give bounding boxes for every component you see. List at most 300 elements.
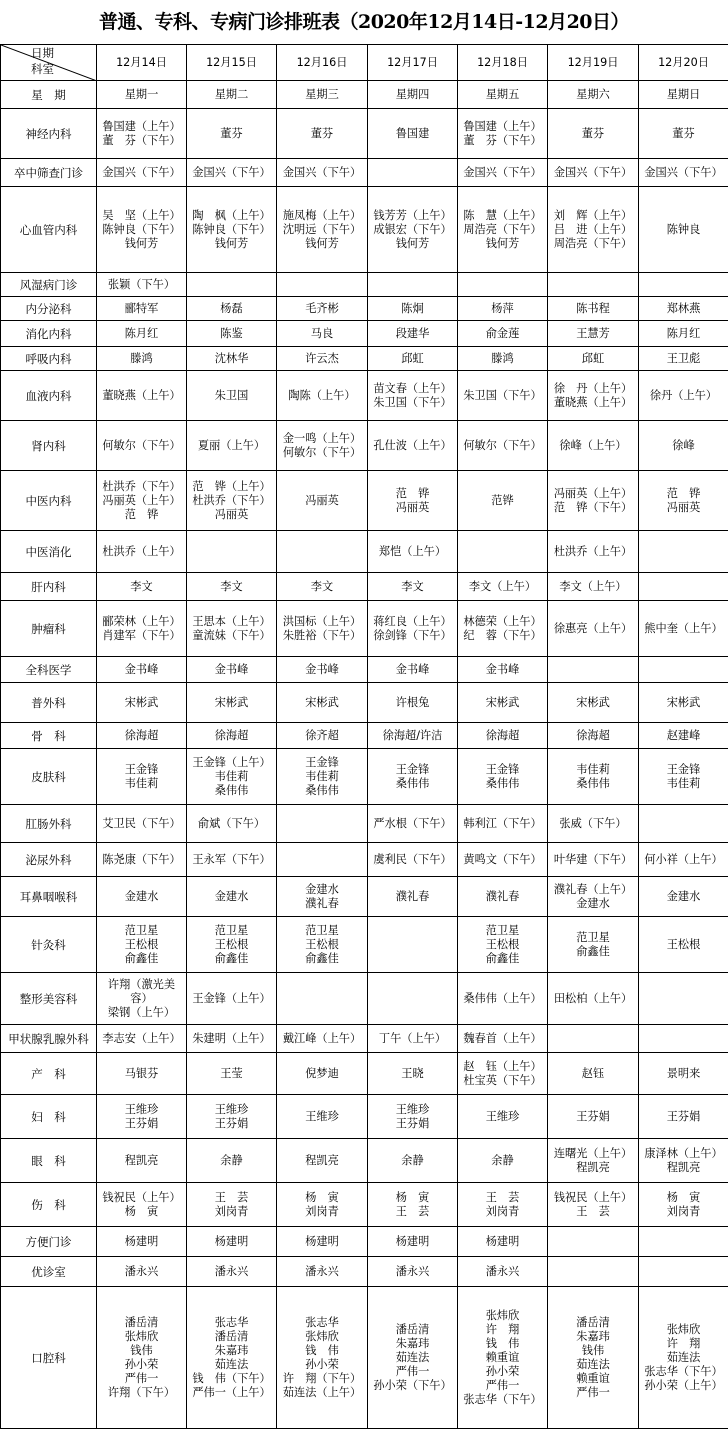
doctor-entry: 杨 寅: [666, 1190, 701, 1204]
doctor-entry: 田松柏（上午）: [553, 991, 633, 1005]
doctor-entry: 董晓燕（上午）: [102, 388, 181, 402]
schedule-cell: [187, 1287, 277, 1429]
doctor-entry: 王芬娟: [124, 1116, 159, 1130]
schedule-row: [1, 1095, 728, 1139]
doctor-entry: 程凯亮: [666, 1160, 701, 1174]
schedule-cell: [548, 573, 639, 601]
schedule-cell: [368, 657, 458, 683]
schedule-cell: [368, 1025, 458, 1053]
doctor-entry: 韦佳莉: [124, 776, 159, 790]
doctor-entry: 严伟一: [124, 1371, 159, 1385]
doctor-entry: 李文（上午）: [468, 579, 537, 593]
doctor-entry: 杜洪乔（上午）: [553, 544, 633, 558]
doctor-entry: 范 铧: [666, 486, 701, 500]
schedule-cell: [458, 273, 548, 297]
schedule-cell: [187, 1139, 277, 1183]
doctor-entry: 李文（上午）: [559, 579, 627, 593]
doctor-entry: 潘岳清: [395, 1322, 430, 1336]
schedule-cell: [97, 347, 187, 371]
schedule-cell: [97, 973, 187, 1025]
doctor-entry: 杨 寅: [124, 1204, 159, 1218]
doctor-entry: 陈 慧（上午）: [463, 208, 542, 222]
doctor-entry: 冯丽英: [214, 507, 249, 521]
schedule-cell: [639, 843, 728, 877]
doctor-entry: 程凯亮: [305, 1153, 339, 1167]
department-name: 肾内科: [1, 421, 97, 471]
schedule-cell: [458, 321, 548, 347]
doctor-entry: 范 铧（上午）: [192, 479, 271, 493]
doctor-entry: 魏春首（上午）: [463, 1031, 542, 1045]
doctor-entry: 宋彬武: [485, 695, 520, 709]
doctor-entry: 董晓燕（上午）: [553, 395, 633, 409]
schedule-cell: [458, 1053, 548, 1095]
schedule-row: [1, 877, 728, 917]
schedule-cell: [639, 471, 728, 531]
doctor-entry: 李文: [130, 579, 153, 593]
doctor-entry: 邱虹: [581, 351, 605, 365]
schedule-cell: [368, 843, 458, 877]
doctor-entry: 郑恺（上午）: [378, 544, 447, 558]
schedule-cell: [548, 749, 639, 805]
doctor-entry: 茹连法: [395, 1350, 430, 1364]
schedule-body: [1, 45, 728, 1429]
schedule-cell: [97, 573, 187, 601]
doctor-entry: 宋彬武: [214, 695, 249, 709]
schedule-cell: [277, 805, 368, 843]
doctor-entry: 吕 进（上午）: [553, 222, 633, 236]
doctor-entry: 周浩亮（下午）: [463, 222, 542, 236]
department-name: 整形美容科: [1, 973, 97, 1025]
doctor-entry: 俞鑫佳: [576, 944, 610, 958]
doctor-entry: 戴江峰（上午）: [282, 1031, 362, 1045]
schedule-cell: [97, 1257, 187, 1287]
schedule-cell: [187, 1025, 277, 1053]
schedule-cell: [458, 1183, 548, 1227]
schedule-row: [1, 531, 728, 573]
schedule-cell: [639, 1053, 728, 1095]
department-name: 卒中筛查门诊: [1, 159, 97, 187]
schedule-row: [1, 1025, 728, 1053]
schedule-row: [1, 1227, 728, 1257]
doctor-entry: 蒋红良（上午）: [373, 614, 452, 628]
department-name: 眼 科: [1, 1139, 97, 1183]
doctor-entry: 俞鑫佳: [214, 951, 249, 965]
doctor-entry: 刘岗青: [485, 1204, 520, 1218]
doctor-entry: 王芬娟: [395, 1116, 430, 1130]
doctor-entry: 容）: [130, 991, 153, 1005]
schedule-cell: [97, 1183, 187, 1227]
schedule-row: [1, 1257, 728, 1287]
doctor-entry: 许 翔: [666, 1336, 701, 1350]
corner-cell: [1, 45, 97, 81]
date-header: 12月18日: [458, 45, 548, 81]
doctor-entry: 王松根: [485, 937, 520, 951]
schedule-table: [0, 44, 728, 1429]
department-name: 肝内科: [1, 573, 97, 601]
schedule-row: [1, 1287, 728, 1429]
doctor-entry: 苗文春（上午）: [373, 381, 452, 395]
doctor-entry: 孙小荣: [124, 1357, 159, 1371]
schedule-cell: [458, 109, 548, 159]
doctor-entry: 王维珍: [214, 1102, 249, 1116]
doctor-entry: 张炜欣: [124, 1329, 159, 1343]
schedule-cell: [368, 273, 458, 297]
doctor-entry: 丁午（上午）: [378, 1031, 447, 1045]
doctor-entry: 王金锋（上午）: [192, 755, 271, 769]
doctor-entry: 王金锋: [485, 762, 520, 776]
schedule-cell: [277, 1257, 368, 1287]
schedule-cell: [368, 159, 458, 187]
schedule-cell: [187, 1053, 277, 1095]
schedule-cell: [277, 531, 368, 573]
schedule-cell: [639, 531, 728, 573]
doctor-entry: 潘岳清: [214, 1329, 249, 1343]
doctor-entry: 李文: [401, 579, 424, 593]
schedule-cell: [187, 421, 277, 471]
doctor-entry: 金书峰: [395, 662, 430, 676]
schedule-cell: [639, 573, 728, 601]
schedule-cell: [368, 297, 458, 321]
doctor-entry: 茹连法: [576, 1357, 610, 1371]
department-name: 内分泌科: [1, 297, 97, 321]
doctor-entry: 余静: [401, 1153, 424, 1167]
doctor-entry: 鲁国建（上午）: [102, 119, 181, 133]
schedule-cell: [639, 1139, 728, 1183]
doctor-entry: 朱卫国（下午）: [373, 395, 452, 409]
department-name: 口腔科: [1, 1287, 97, 1429]
doctor-entry: 王金锋: [666, 762, 701, 776]
doctor-entry: 王慧芳: [576, 326, 610, 340]
schedule-row: [1, 1139, 728, 1183]
schedule-cell: [277, 573, 368, 601]
doctor-entry: 余静: [220, 1153, 243, 1167]
schedule-cell: [458, 421, 548, 471]
date-header: 12月15日: [187, 45, 277, 81]
schedule-cell: [187, 347, 277, 371]
schedule-row: [1, 657, 728, 683]
doctor-entry: 徐峰（上午）: [559, 438, 627, 452]
schedule-cell: [187, 531, 277, 573]
doctor-entry: 王莹: [220, 1066, 243, 1080]
schedule-cell: [97, 917, 187, 973]
schedule-cell: [187, 159, 277, 187]
schedule-cell: [639, 1025, 728, 1053]
schedule-cell: [368, 601, 458, 657]
doctor-entry: 许翔（下午）: [107, 1385, 176, 1399]
schedule-cell: [639, 657, 728, 683]
doctor-entry: 王维珍: [305, 1109, 339, 1123]
doctor-entry: 金书峰: [124, 662, 159, 676]
schedule-cell: [458, 723, 548, 749]
doctor-entry: 王芬娟: [214, 1116, 249, 1130]
doctor-entry: 钱何芳: [305, 236, 339, 250]
schedule-cell: [548, 843, 639, 877]
schedule-cell: [548, 1287, 639, 1429]
doctor-entry: 金建水: [576, 896, 610, 910]
schedule-cell: [368, 805, 458, 843]
doctor-entry: 钱祝民（上午）: [553, 1190, 633, 1204]
schedule-cell: [187, 843, 277, 877]
doctor-entry: 许云杰: [305, 351, 339, 365]
doctor-entry: 金书峰: [485, 662, 520, 676]
doctor-entry: 许翔（激光美: [107, 977, 176, 991]
schedule-cell: [548, 657, 639, 683]
schedule-row: [1, 749, 728, 805]
schedule-cell: [97, 877, 187, 917]
doctor-entry: 张志华（下午）: [644, 1364, 723, 1378]
date-header: 12月20日: [639, 45, 728, 81]
schedule-cell: [97, 531, 187, 573]
schedule-cell: [548, 1025, 639, 1053]
doctor-entry: 张志华: [214, 1315, 249, 1329]
doctor-entry: 董 芬（下午）: [463, 133, 542, 147]
doctor-entry: 滕鸿: [130, 351, 153, 365]
doctor-entry: 黄鸣文（下午）: [463, 852, 542, 866]
doctor-entry: 潘岳清: [124, 1315, 159, 1329]
date-header: 12月17日: [368, 45, 458, 81]
schedule-cell: [548, 1139, 639, 1183]
schedule-cell: [548, 805, 639, 843]
doctor-entry: 俞鑫佳: [124, 951, 159, 965]
doctor-entry: 范卫星: [214, 923, 249, 937]
doctor-entry: 冯丽英: [395, 500, 430, 514]
doctor-entry: 桑伟伟: [395, 776, 430, 790]
weekday-header: 星期五: [458, 81, 548, 109]
doctor-entry: 张志华: [305, 1315, 339, 1329]
doctor-entry: 王维珍: [395, 1102, 430, 1116]
schedule-cell: [277, 601, 368, 657]
department-name: 肛肠外科: [1, 805, 97, 843]
doctor-entry: 董芬: [672, 126, 695, 140]
doctor-entry: 金书峰: [305, 662, 339, 676]
date-header: 12月19日: [548, 45, 639, 81]
doctor-entry: 王松根: [666, 937, 701, 951]
doctor-entry: 王松根: [124, 937, 159, 951]
doctor-entry: 董 芬（下午）: [102, 133, 181, 147]
doctor-entry: 金建水: [214, 889, 249, 903]
doctor-entry: 王松根: [305, 937, 339, 951]
schedule-cell: [368, 421, 458, 471]
doctor-entry: 徐丹（上午）: [649, 388, 718, 402]
department-name: 神经内科: [1, 109, 97, 159]
schedule-cell: [187, 471, 277, 531]
schedule-cell: [368, 187, 458, 273]
doctor-entry: 钱 伟: [485, 1336, 520, 1350]
doctor-entry: 董芬: [310, 126, 334, 140]
schedule-row: [1, 421, 728, 471]
schedule-cell: [368, 1257, 458, 1287]
doctor-entry: 范 铧（下午）: [553, 500, 633, 514]
schedule-cell: [97, 1227, 187, 1257]
doctor-entry: 严伟一（上午）: [192, 1385, 271, 1399]
doctor-entry: 冯丽英（上午）: [102, 493, 181, 507]
doctor-entry: 孔仕波（上午）: [373, 438, 452, 452]
doctor-entry: 杨磊: [220, 301, 243, 315]
doctor-entry: 郦特军: [124, 301, 159, 315]
doctor-entry: 杨 寅: [395, 1190, 430, 1204]
schedule-cell: [277, 973, 368, 1025]
schedule-cell: [548, 187, 639, 273]
doctor-entry: 张炜欣: [485, 1308, 520, 1322]
doctor-entry: 鲁国建（上午）: [463, 119, 542, 133]
schedule-cell: [548, 601, 639, 657]
schedule-cell: [368, 1183, 458, 1227]
doctor-entry: 鲁国建: [395, 126, 430, 140]
doctor-entry: 杨建明: [395, 1234, 430, 1248]
schedule-cell: [548, 347, 639, 371]
schedule-cell: [187, 109, 277, 159]
doctor-entry: 张志华（下午）: [463, 1392, 542, 1406]
doctor-entry: 桑伟伟: [214, 783, 249, 797]
doctor-entry: 周浩亮（下午）: [553, 236, 633, 250]
doctor-entry: 郑林燕: [666, 301, 701, 315]
department-name: 骨 科: [1, 723, 97, 749]
doctor-entry: 钱 伟（下午）: [192, 1371, 271, 1385]
doctor-entry: 余静: [491, 1153, 514, 1167]
schedule-cell: [639, 1227, 728, 1257]
schedule-cell: [368, 723, 458, 749]
schedule-cell: [97, 1287, 187, 1429]
schedule-cell: [639, 601, 728, 657]
doctor-entry: 孙小荣（上午）: [644, 1378, 723, 1392]
schedule-cell: [368, 917, 458, 973]
doctor-entry: 范 铧: [395, 486, 430, 500]
doctor-entry: 许根兔: [395, 695, 430, 709]
doctor-entry: 徐海超: [214, 728, 249, 742]
schedule-cell: [639, 683, 728, 723]
doctor-entry: 吴 坚（上午）: [102, 208, 181, 222]
weekday-label: 星 期: [1, 81, 97, 109]
weekday-header: 星期四: [368, 81, 458, 109]
doctor-entry: 陈尧康（下午）: [102, 852, 181, 866]
doctor-entry: 金国兴（下午）: [102, 165, 181, 179]
doctor-entry: 王金锋（上午）: [192, 991, 271, 1005]
doctor-entry: 王 芸: [395, 1204, 430, 1218]
schedule-cell: [277, 1053, 368, 1095]
schedule-cell: [97, 1095, 187, 1139]
schedule-cell: [187, 1227, 277, 1257]
doctor-entry: 何敏尔（下午）: [102, 438, 181, 452]
schedule-cell: [97, 749, 187, 805]
doctor-entry: 杨萍: [491, 301, 514, 315]
doctor-entry: 何敏尔（下午）: [282, 445, 362, 459]
department-name: 优诊室: [1, 1257, 97, 1287]
doctor-entry: 赵 钰（上午）: [463, 1059, 542, 1073]
doctor-entry: 俞鑫佳: [485, 951, 520, 965]
doctor-entry: 滕鸿: [491, 351, 514, 365]
department-name: 泌尿外科: [1, 843, 97, 877]
schedule-cell: [639, 973, 728, 1025]
doctor-entry: 韦佳莉: [576, 762, 610, 776]
schedule-cell: [187, 1183, 277, 1227]
schedule-cell: [368, 1095, 458, 1139]
schedule-cell: [458, 297, 548, 321]
doctor-entry: 钱何芳: [485, 236, 520, 250]
schedule-row: [1, 917, 728, 973]
doctor-entry: 陈月红: [124, 326, 159, 340]
doctor-entry: 金建水: [666, 889, 701, 903]
weekday-header: 星期一: [97, 81, 187, 109]
department-name: 风湿病门诊: [1, 273, 97, 297]
doctor-entry: 艾卫民（下午）: [102, 816, 181, 830]
schedule-cell: [548, 321, 639, 347]
schedule-row: [1, 321, 728, 347]
schedule-cell: [277, 1025, 368, 1053]
doctor-entry: 董芬: [220, 126, 243, 140]
schedule-cell: [277, 657, 368, 683]
doctor-entry: 刘岗青: [305, 1204, 339, 1218]
schedule-cell: [639, 159, 728, 187]
schedule-cell: [277, 187, 368, 273]
schedule-row: [1, 471, 728, 531]
doctor-entry: 朱卫国: [214, 388, 249, 402]
schedule-cell: [548, 109, 639, 159]
doctor-entry: 李文: [310, 579, 334, 593]
schedule-cell: [97, 723, 187, 749]
schedule-cell: [458, 1257, 548, 1287]
doctor-entry: 宋彬武: [576, 695, 610, 709]
doctor-entry: 严水根（下午）: [373, 816, 452, 830]
doctor-entry: 杜洪乔（上午）: [102, 544, 181, 558]
doctor-entry: 潘永兴: [305, 1264, 339, 1278]
schedule-cell: [97, 109, 187, 159]
doctor-entry: 王松根: [214, 937, 249, 951]
doctor-entry: 宋彬武: [305, 695, 339, 709]
doctor-entry: 何敏尔（下午）: [463, 438, 542, 452]
schedule-row: [1, 159, 728, 187]
schedule-cell: [97, 657, 187, 683]
department-name: 耳鼻咽喉科: [1, 877, 97, 917]
doctor-entry: 钱伟: [130, 1343, 153, 1357]
doctor-entry: 纪 蓉（下午）: [463, 628, 542, 642]
schedule-cell: [277, 371, 368, 421]
doctor-entry: 程凯亮: [124, 1153, 159, 1167]
schedule-cell: [97, 683, 187, 723]
schedule-cell: [187, 573, 277, 601]
doctor-entry: 陈钟良（下午）: [192, 222, 271, 236]
doctor-entry: 钱伟: [581, 1343, 605, 1357]
schedule-cell: [368, 573, 458, 601]
schedule-cell: [458, 1139, 548, 1183]
schedule-cell: [458, 531, 548, 573]
doctor-entry: 徐海超/许洁: [382, 728, 443, 742]
doctor-entry: 李文: [220, 579, 243, 593]
doctor-entry: 韦佳莉: [666, 776, 701, 790]
doctor-entry: 陈月红: [666, 326, 701, 340]
doctor-entry: 钱芳芳（上午）: [373, 208, 452, 222]
schedule-row: [1, 683, 728, 723]
schedule-cell: [368, 109, 458, 159]
doctor-entry: 杨建明: [485, 1234, 520, 1248]
schedule-cell: [277, 321, 368, 347]
doctor-entry: 韦佳莉: [305, 769, 339, 783]
doctor-entry: 陈钟良: [666, 222, 701, 236]
doctor-entry: 金国兴（下午）: [463, 165, 542, 179]
schedule-row: [1, 1183, 728, 1227]
doctor-entry: 杜洪乔（下午）: [192, 493, 271, 507]
doctor-entry: 李志安（上午）: [102, 1031, 181, 1045]
department-name: 妇 科: [1, 1095, 97, 1139]
doctor-entry: 朱嘉玮: [214, 1343, 249, 1357]
schedule-cell: [97, 159, 187, 187]
doctor-entry: 朱嘉玮: [395, 1336, 430, 1350]
corner-dept-label: 科室: [31, 62, 54, 76]
doctor-entry: 徐剑锋（下午）: [373, 628, 452, 642]
doctor-entry: 范卫星: [576, 930, 610, 944]
doctor-entry: 俞斌（下午）: [197, 816, 266, 830]
doctor-entry: 赖重谊: [576, 1371, 610, 1385]
doctor-entry: 孙小荣: [305, 1357, 339, 1371]
